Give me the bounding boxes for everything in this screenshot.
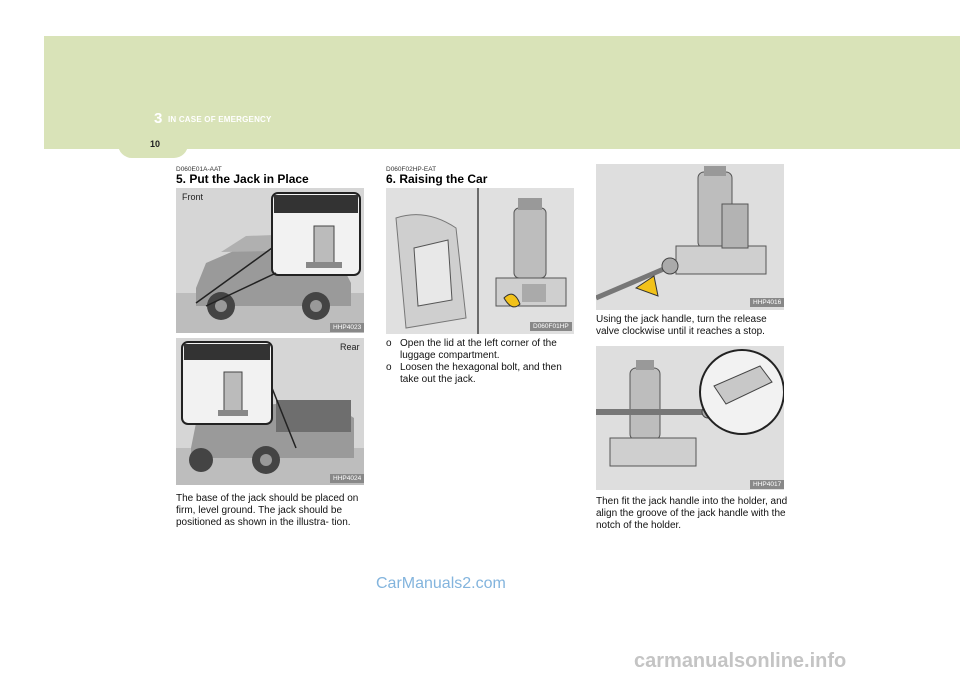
figure-release-valve xyxy=(596,164,784,310)
rear-jack-illustration xyxy=(176,338,364,485)
figure-front-label: Front xyxy=(182,192,204,202)
figure-valve-code: HHP4016 xyxy=(750,298,784,307)
figure-jack-compartment xyxy=(386,188,574,334)
figure-front-code: HHP4023 xyxy=(330,323,364,332)
list-item xyxy=(386,362,576,386)
section5-heading: 5. Put the Jack in Place xyxy=(176,172,309,186)
figure-rear-jack xyxy=(176,338,364,485)
chapter-title: IN CASE OF EMERGENCY xyxy=(168,115,272,124)
page-number: 10 xyxy=(150,139,161,149)
section5-body: The base of the jack should be placed on firm, level ground. The jack should be positioned as shown in the illustra- tion. xyxy=(176,493,359,528)
front-jack-illustration xyxy=(176,188,364,333)
section5-code: D060E01A-AAT xyxy=(176,166,222,173)
figure-compartment-code: D060F01HP xyxy=(530,322,572,331)
bullet-mark: o xyxy=(386,362,392,373)
bullet-mark: o xyxy=(386,338,392,349)
watermark-carmanualsonline: carmanualsonline.info xyxy=(634,650,847,672)
bullet-text: Loosen the hexagonal bolt, and then take out the jack. xyxy=(400,362,562,385)
figure-handle-holder xyxy=(596,346,784,490)
figure-front-jack xyxy=(176,188,364,333)
chapter-number: 3 xyxy=(154,110,163,127)
jack-compartment-illustration xyxy=(386,188,574,334)
watermark-carmanuals2: CarManuals2.com xyxy=(376,575,506,592)
handle-holder-illustration xyxy=(596,346,784,490)
list-item xyxy=(386,338,576,362)
section6-bullet-list xyxy=(386,338,576,386)
bullet-text: Open the lid at the left corner of the luggage compartment. xyxy=(400,338,557,361)
holder-instruction: Then fit the jack handle into the holder, and align the groove of the jack handle with the notch of the holder. xyxy=(596,496,788,531)
valve-instruction: Using the jack handle, turn the release valve clockwise until it reaches a stop. xyxy=(596,314,767,337)
release-valve-illustration xyxy=(596,164,784,310)
section6-code: D060F02HP-EAT xyxy=(386,166,437,173)
section6-heading: 6. Raising the Car xyxy=(386,172,488,186)
figure-rear-code: HHP4024 xyxy=(330,474,364,483)
figure-rear-label: Rear xyxy=(340,342,360,352)
figure-holder-code: HHP4017 xyxy=(750,480,784,489)
